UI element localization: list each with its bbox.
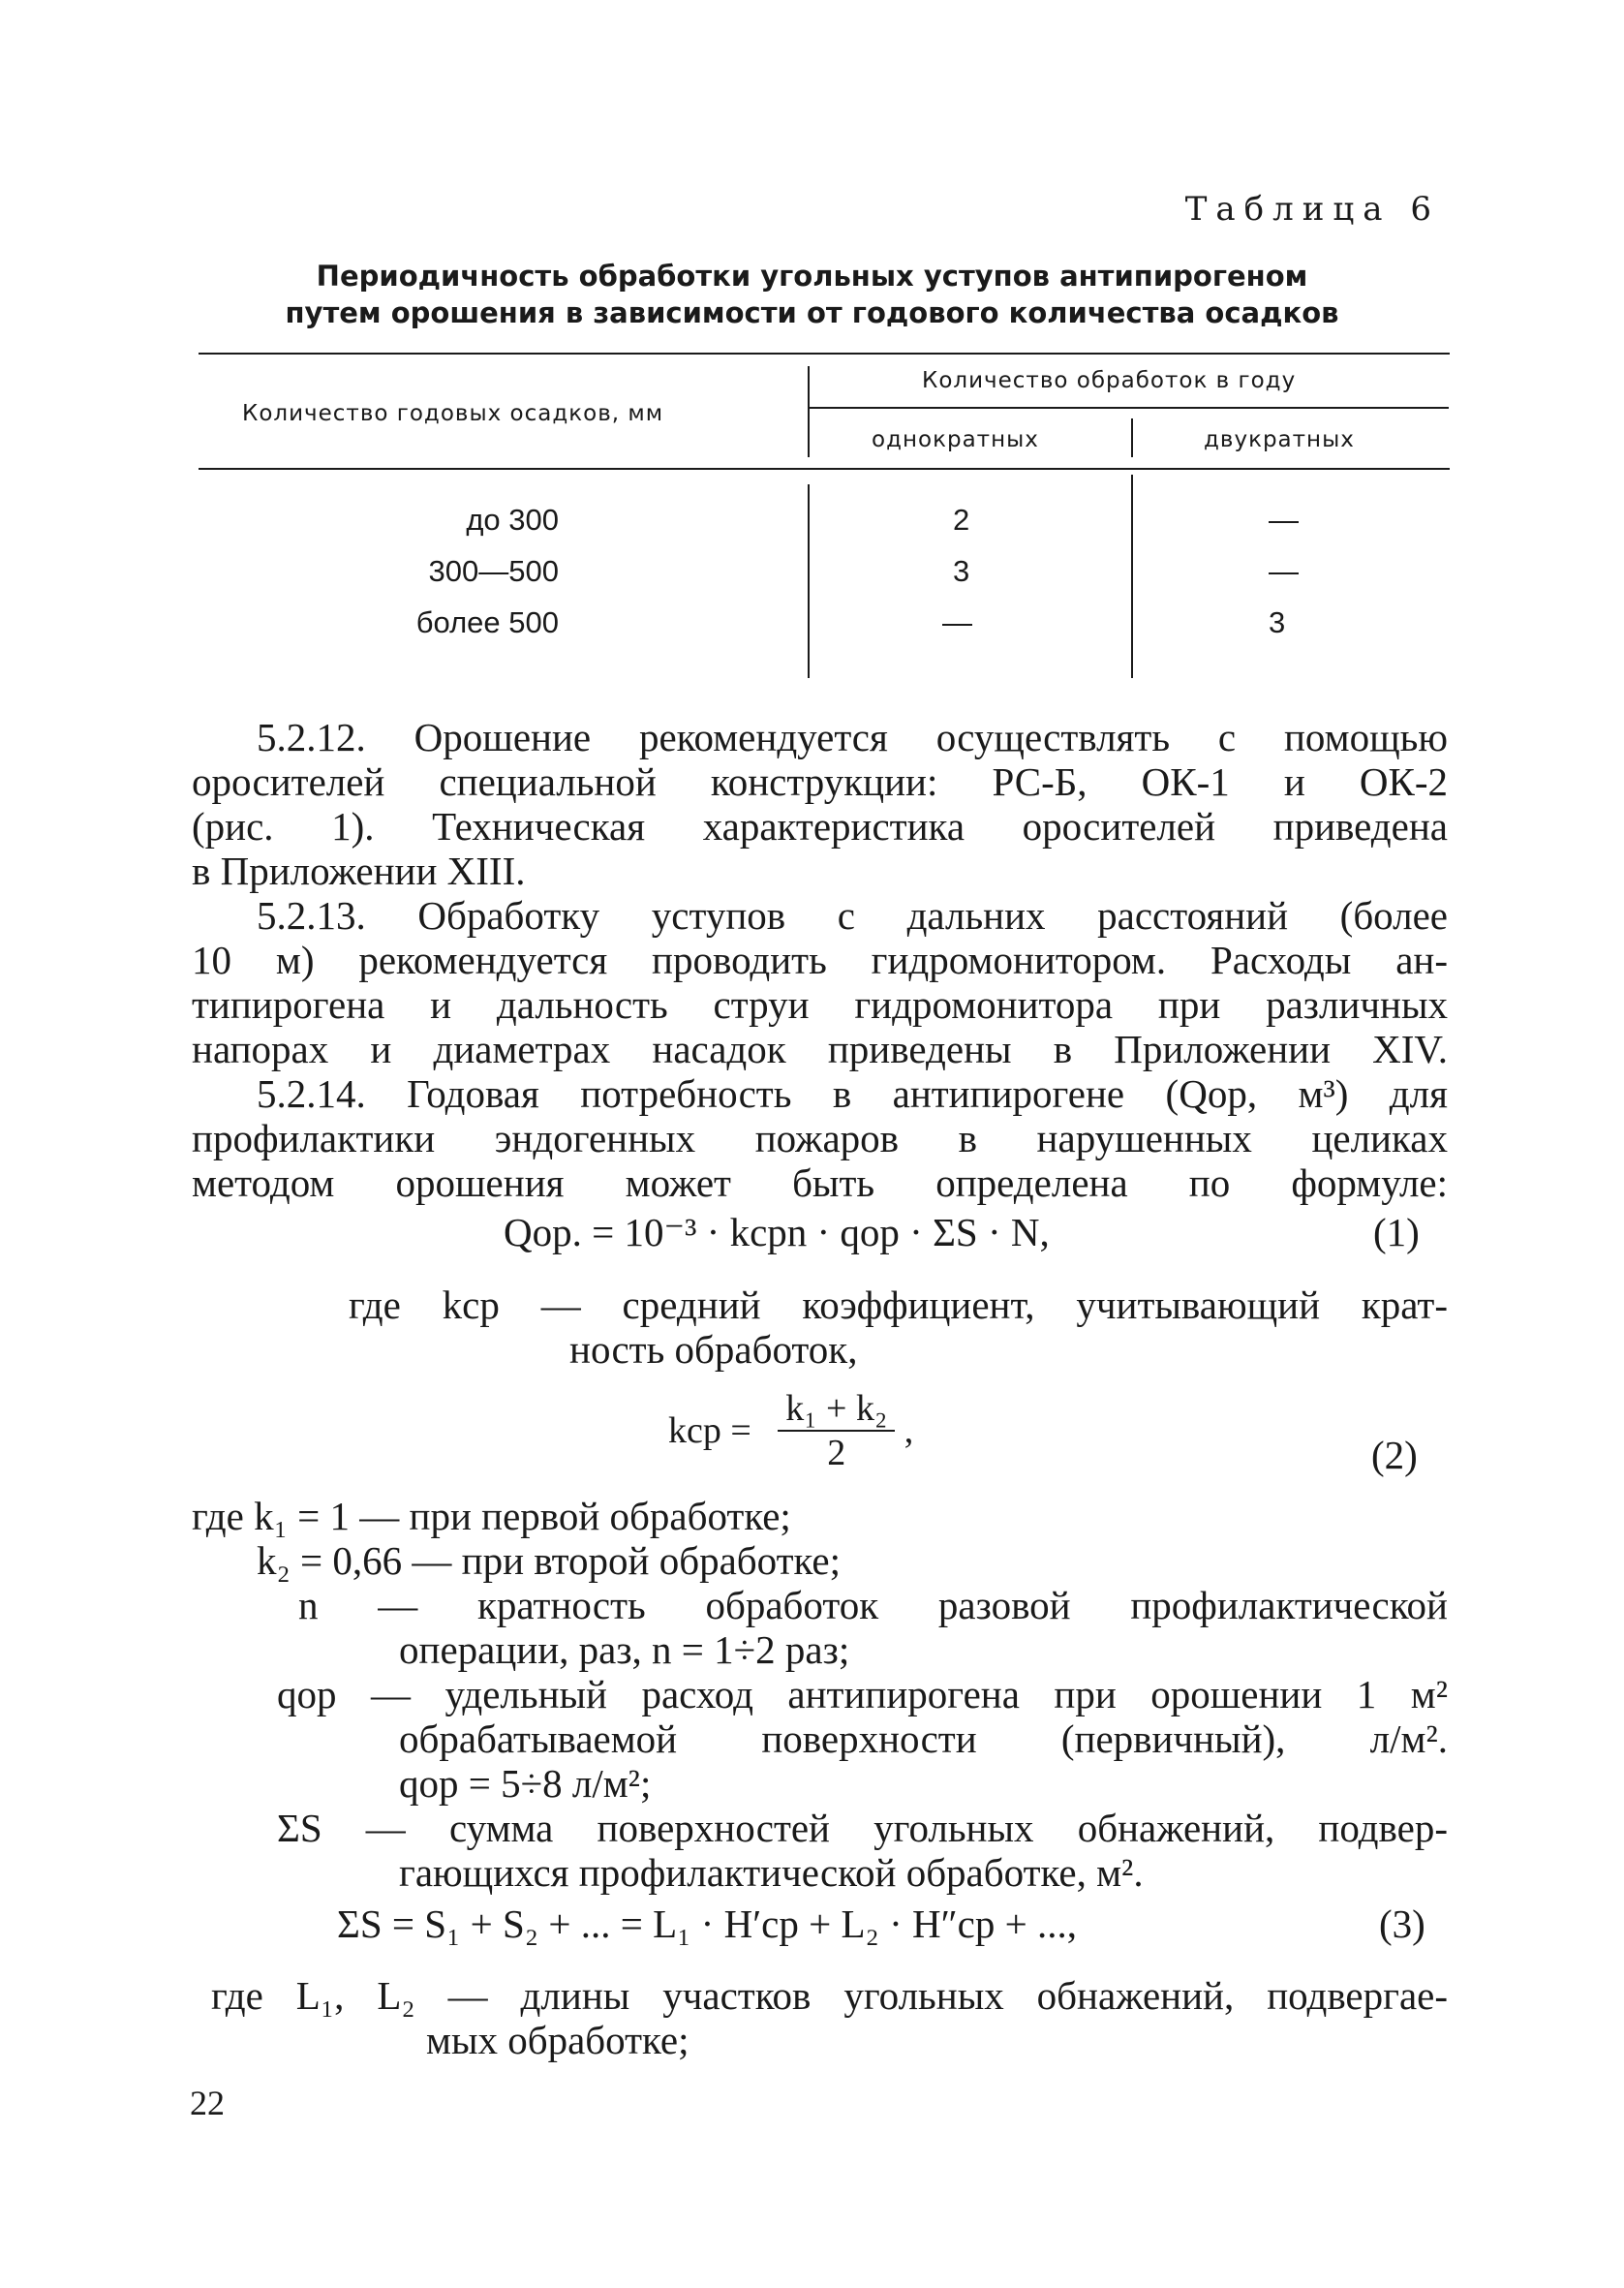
formula-2-numerator: k₁ + k₂ — [778, 1387, 895, 1432]
table-row-2-precip: 300—500 — [428, 554, 559, 588]
para-5214-line-2: профилактики эндогенных пожаров в нарушенных целиках — [192, 1116, 1448, 1160]
table-caption-line-1: Периодичность обработки угольных уступов антипирогеном — [316, 260, 1308, 293]
kcp-definition-line-1: где kср — средний коэффициент, учитывающий крат- — [349, 1283, 1448, 1327]
table-header-rule — [199, 468, 1450, 470]
page-number: 22 — [190, 2084, 225, 2122]
table-group-rule — [810, 407, 1449, 409]
table-row-2-single: 3 — [953, 554, 970, 588]
table-col-divider-1 — [808, 366, 810, 457]
formula-2-lhs: kср = — [668, 1410, 751, 1451]
table-row-3-single: — — [942, 605, 972, 639]
para-5213-line-3: типирогена и дальность струи гидромонитора при различных — [192, 982, 1448, 1027]
para-5214-line-3: методом орошения может быть определена по формуле: — [192, 1160, 1448, 1205]
table-top-rule — [199, 353, 1450, 355]
formula-2-tail: , — [904, 1410, 914, 1451]
table-row-3-precip: более 500 — [415, 605, 559, 639]
formula-3-number: (3) — [1379, 1902, 1425, 1946]
def-n-line-2: операции, раз, n = 1÷2 раз; — [399, 1627, 850, 1672]
table-col-divider-2 — [1131, 418, 1133, 457]
para-5214-line-1: 5.2.14. Годовая потребность в антипирогене (Qор, м³) для — [257, 1071, 1448, 1116]
kcp-definition-line-2: ность обработок, — [569, 1327, 858, 1372]
para-5213-line-2: 10 м) рекомендуется проводить гидромонитором. Расходы ан- — [192, 938, 1448, 982]
table-header-precip: Количество годовых осадков, мм — [242, 401, 664, 426]
table-header-single: однократных — [872, 427, 1039, 452]
table-header-double: двукратных — [1204, 427, 1355, 452]
formula-1: Qор. = 10⁻³ · kсрn · qор · ΣS · N, — [504, 1210, 1050, 1254]
formula-2-denominator: 2 — [827, 1433, 846, 1473]
def-s-line-1: ΣS — сумма поверхностей угольных обнажений, подвер- — [277, 1806, 1448, 1850]
table-label: Таблица 6 — [1184, 190, 1440, 229]
def-s-line-2: гающихся профилактической обработке, м². — [399, 1850, 1144, 1895]
def-k1: где k₁ = 1 — при первой обработке; — [192, 1494, 791, 1538]
def-q-line-1: qор — удельный расход антипирогена при орошении 1 м² — [277, 1672, 1448, 1716]
para-5212-line-2: оросителей специальной конструкции: РС-Б, ОК-1 и ОК-2 — [192, 759, 1448, 804]
formula-2-number: (2) — [1371, 1433, 1418, 1477]
def-q-line-2: обрабатываемой поверхности (первичный), л/м². — [399, 1716, 1448, 1761]
table-col-divider-1-body — [808, 484, 810, 678]
formula-2 — [668, 1387, 913, 1474]
def-q-line-3: qор = 5÷8 л/м²; — [399, 1761, 652, 1806]
table-header-group: Количество обработок в году — [922, 368, 1297, 393]
def-l-line-1: где L₁, L₂ — длины участков угольных обнажений, подвергае- — [211, 1973, 1448, 2018]
para-5213-line-4: напорах и диаметрах насадок приведены в Приложении XIV. — [192, 1027, 1448, 1071]
table-row-3-double: 3 — [1269, 605, 1286, 639]
table-col-divider-2-body — [1131, 475, 1133, 678]
def-n-line-1: n — кратность обработок разовой профилактической — [298, 1583, 1448, 1627]
table-row-1-precip: до 300 — [466, 503, 559, 537]
para-5212-line-4: в Приложении XIII. — [192, 849, 526, 893]
para-5212-line-1: 5.2.12. Орошение рекомендуется осуществлять с помощью — [257, 715, 1448, 759]
para-5212-line-3: (рис. 1). Техническая характеристика оросителей приведена — [192, 804, 1448, 849]
table-row-1-single: 2 — [953, 503, 970, 537]
formula-3: ΣS = S₁ + S₂ + ... = L₁ · H′ср + L₂ · H″ср + ..., — [337, 1902, 1077, 1946]
formula-2-fraction — [778, 1387, 895, 1474]
table-row-1-double: — — [1269, 503, 1299, 537]
def-l-line-2: мых обработке; — [426, 2018, 689, 2062]
para-5213-line-1: 5.2.13. Обработку уступов с дальних расстояний (более — [257, 893, 1448, 938]
def-k2: k₂ = 0,66 — при второй обработке; — [257, 1538, 841, 1583]
formula-1-number: (1) — [1373, 1210, 1420, 1254]
table-caption-line-2: путем орошения в зависимости от годового количества осадков — [285, 296, 1339, 329]
table-row-2-double: — — [1269, 554, 1299, 588]
